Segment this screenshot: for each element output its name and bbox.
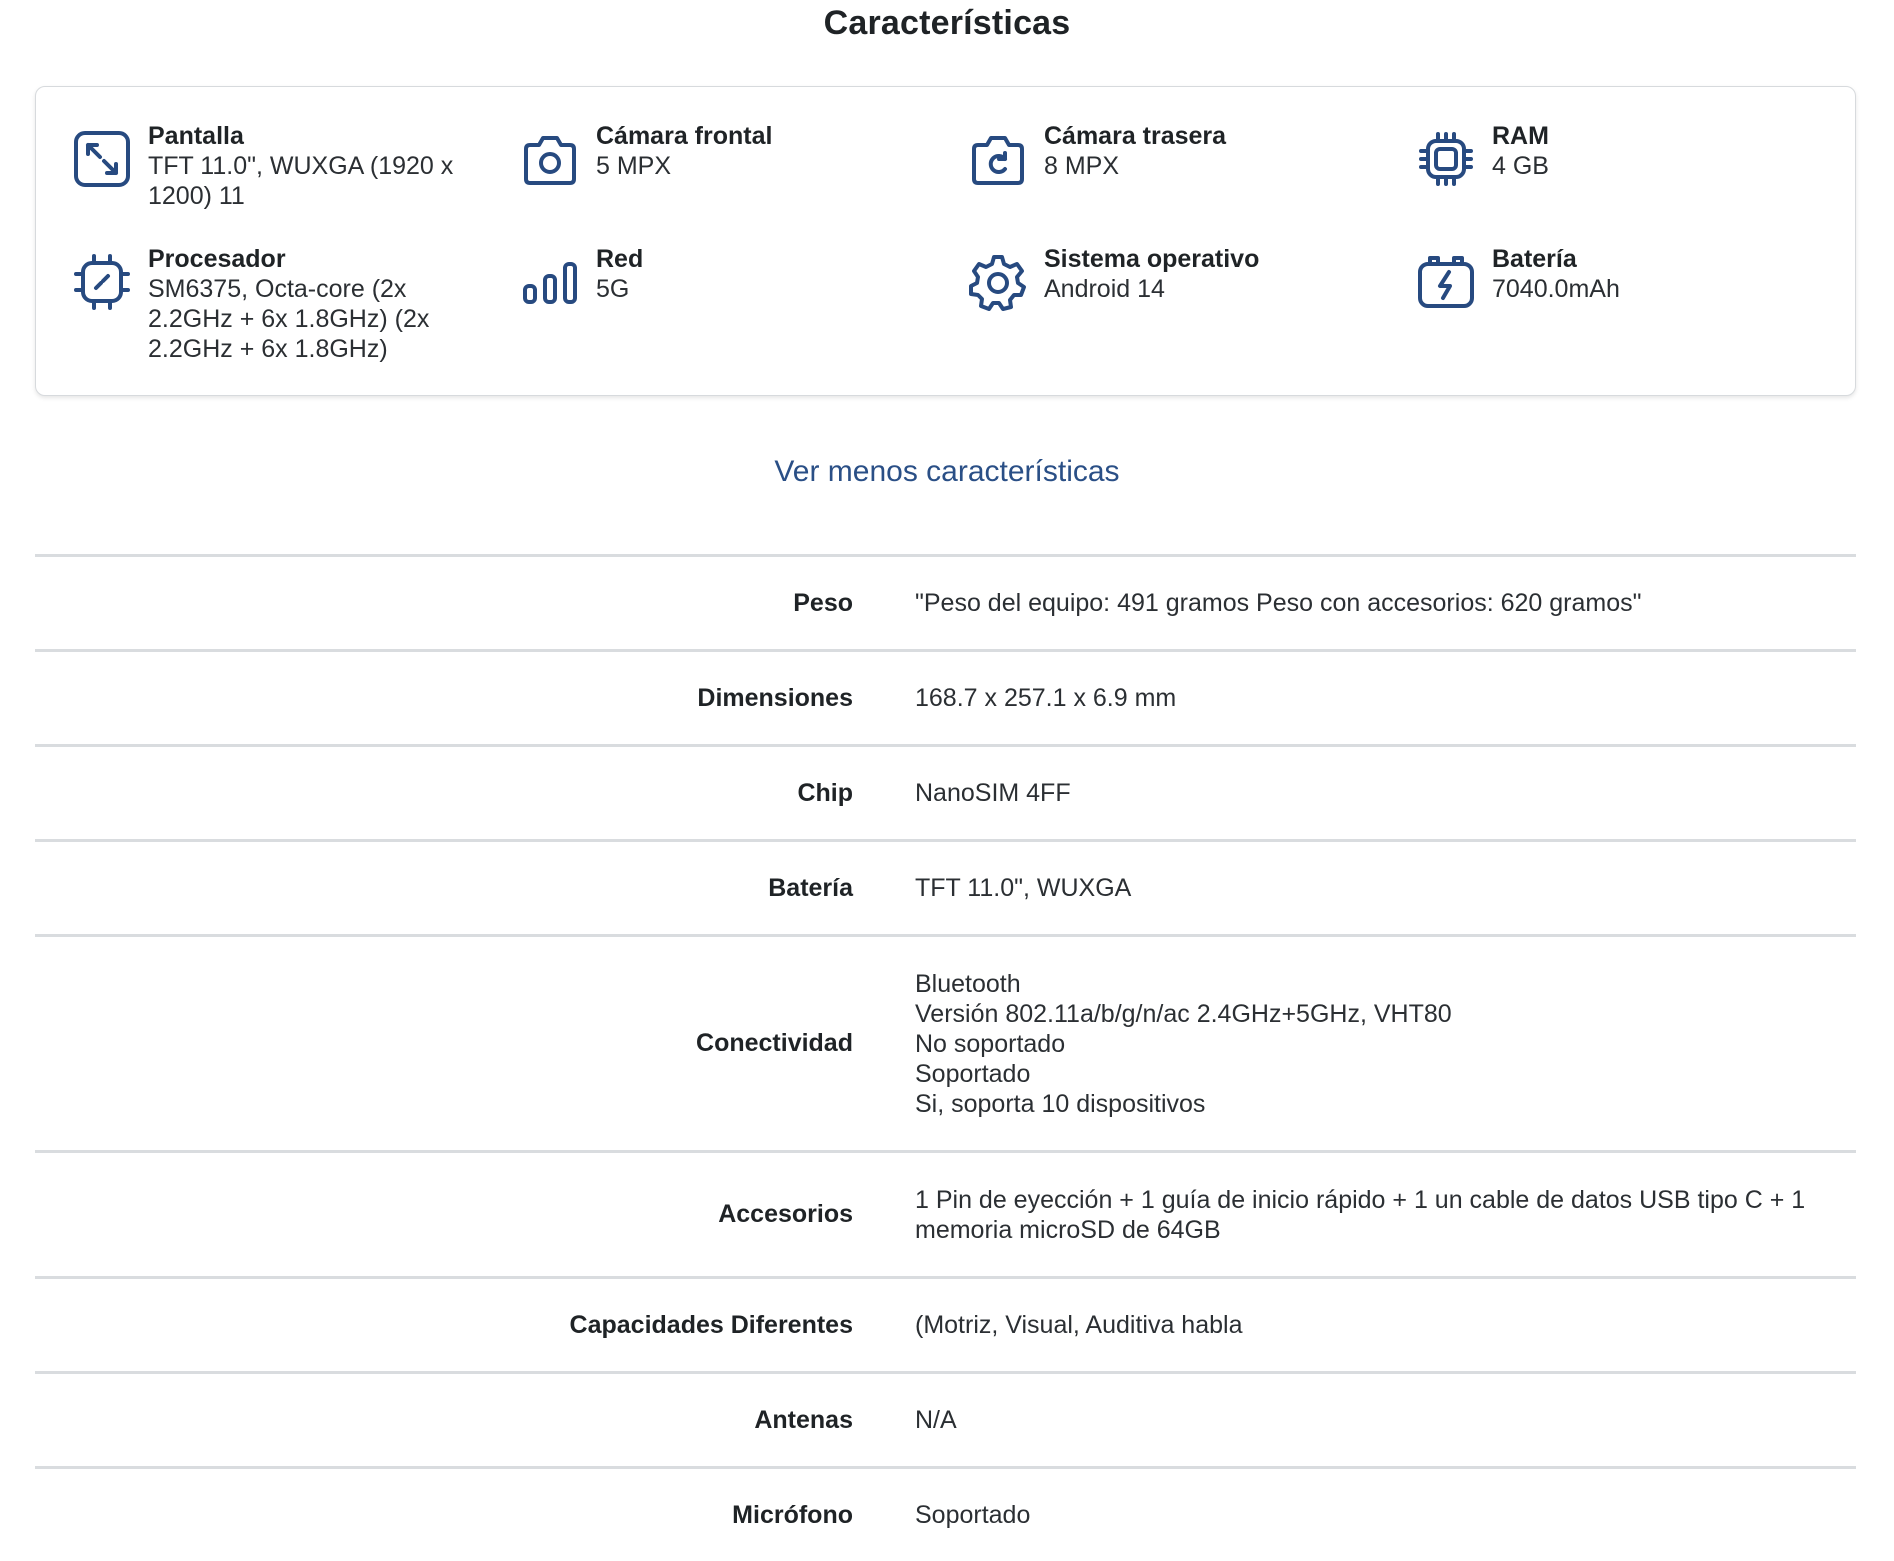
processor-icon [72, 252, 132, 312]
feature-label: Cámara frontal [596, 122, 773, 150]
feature-value: TFT 11.0", WUXGA (1920 x 1200) 11 [148, 152, 454, 210]
spec-row-dimensiones [35, 649, 1856, 744]
spec-label: Capacidades Diferentes [569, 1310, 853, 1339]
battery-icon [1416, 252, 1476, 312]
feature-red [520, 244, 920, 312]
signal-bars-icon [520, 252, 580, 312]
feature-label: Red [596, 245, 644, 273]
feature-label: Pantalla [148, 122, 244, 150]
spec-row-bateria [35, 839, 1856, 934]
feature-value: SM6375, Octa-core (2x 2.2GHz + 6x 1.8GHz) (2x 2.2GHz + 6x 1.8GHz) [148, 275, 430, 363]
feature-value: 8 MPX [1044, 152, 1120, 180]
feature-label: Cámara trasera [1044, 122, 1227, 150]
feature-value: 5 MPX [596, 152, 672, 180]
spec-row-microfono [35, 1466, 1856, 1561]
feature-ram [1416, 121, 1816, 189]
camera-icon [520, 129, 580, 189]
camera-rotate-icon [968, 129, 1028, 189]
spec-value: NanoSIM 4FF [915, 779, 1071, 807]
feature-label: Batería [1492, 245, 1577, 273]
gear-icon [968, 252, 1028, 312]
feature-label: Procesador [148, 245, 286, 273]
spec-label: Accesorios [718, 1200, 853, 1228]
spec-value: 1 Pin de eyección + 1 guía de inicio rápido + 1 un cable de datos USB tipo C + 1 memoria microSD de 64GB [915, 1185, 1806, 1244]
spec-row-conectividad [35, 934, 1856, 1150]
features-card [35, 86, 1856, 396]
section-title: Características [823, 4, 1071, 42]
feature-value: 5G [596, 275, 630, 303]
spec-row-capacidades-diferentes [35, 1276, 1856, 1371]
feature-camara-frontal [520, 121, 920, 189]
spec-row-accesorios [35, 1150, 1856, 1276]
spec-value: "Peso del equipo: 491 gramos Peso con accesorios: 620 gramos" [915, 589, 1642, 617]
toggle-features-link[interactable]: Ver menos características [774, 455, 1120, 488]
spec-label: Conectividad [696, 1029, 853, 1057]
feature-bateria [1416, 244, 1816, 312]
spec-row-peso [35, 554, 1856, 649]
spec-row-chip [35, 744, 1856, 839]
spec-label: Chip [797, 778, 853, 807]
feature-value: 4 GB [1492, 152, 1549, 180]
spec-table [35, 554, 1856, 1561]
feature-value: 7040.0mAh [1492, 275, 1620, 303]
feature-camara-trasera [968, 121, 1368, 189]
spec-value: N/A [915, 1406, 957, 1434]
spec-value: TFT 11.0", WUXGA [915, 874, 1132, 902]
spec-value: Soportado [915, 1501, 1031, 1529]
spec-label: Micrófono [732, 1500, 853, 1529]
memory-chip-icon [1416, 129, 1476, 189]
spec-value: 168.7 x 257.1 x 6.9 mm [915, 684, 1177, 712]
feature-value: Android 14 [1044, 275, 1165, 303]
spec-label: Batería [768, 873, 853, 902]
feature-label: Sistema operativo [1044, 245, 1260, 273]
spec-label: Dimensiones [697, 683, 853, 712]
spec-label: Antenas [754, 1405, 853, 1434]
spec-row-antenas [35, 1371, 1856, 1466]
spec-label: Peso [793, 588, 853, 617]
spec-value: (Motriz, Visual, Auditiva habla [915, 1311, 1243, 1339]
feature-sistema-operativo [968, 244, 1368, 312]
spec-value: Bluetooth Versión 802.11a/b/g/n/ac 2.4GHz+5GHz, VHT80 No soportado Soportado Si, soporta 10 dispositivos [915, 969, 1452, 1118]
feature-label: RAM [1492, 122, 1549, 150]
expand-screen-icon [72, 129, 132, 189]
feature-procesador [72, 244, 472, 364]
feature-pantalla [72, 121, 472, 211]
